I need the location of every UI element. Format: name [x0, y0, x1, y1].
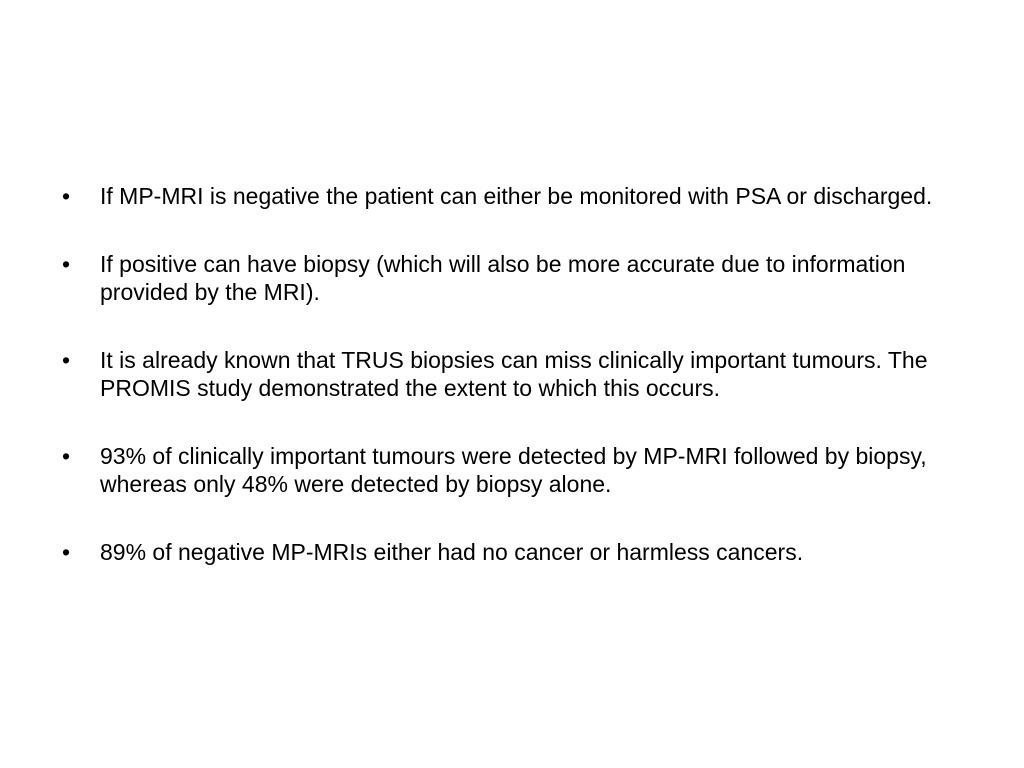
bullet-icon: •: [62, 443, 71, 469]
bullet-item-3: [62, 346, 982, 402]
bullet-item-4: [62, 442, 982, 498]
bullet-item-2: [62, 250, 982, 306]
bullet-text: It is already known that TRUS biopsies can miss clinically important tumours. The PROMIS study demonstrated the extent to which this occurs.: [100, 347, 928, 401]
bullet-icon: •: [62, 183, 71, 209]
bullet-list: [62, 182, 982, 566]
bullet-text: 93% of clinically important tumours were detected by MP-MRI followed by biopsy, whereas only 48% were detected by biopsy alone.: [100, 443, 927, 497]
bullet-item-5: [62, 538, 982, 566]
bullet-text: If positive can have biopsy (which will also be more accurate due to information provided by the MRI).: [100, 251, 906, 305]
bullet-icon: •: [62, 347, 71, 373]
bullet-item-1: [62, 182, 982, 210]
bullet-text: 89% of negative MP-MRIs either had no cancer or harmless cancers.: [100, 539, 804, 565]
bullet-text: If MP-MRI is negative the patient can either be monitored with PSA or discharged.: [100, 183, 933, 209]
bullet-icon: •: [62, 539, 71, 565]
bullet-icon: •: [62, 251, 71, 277]
